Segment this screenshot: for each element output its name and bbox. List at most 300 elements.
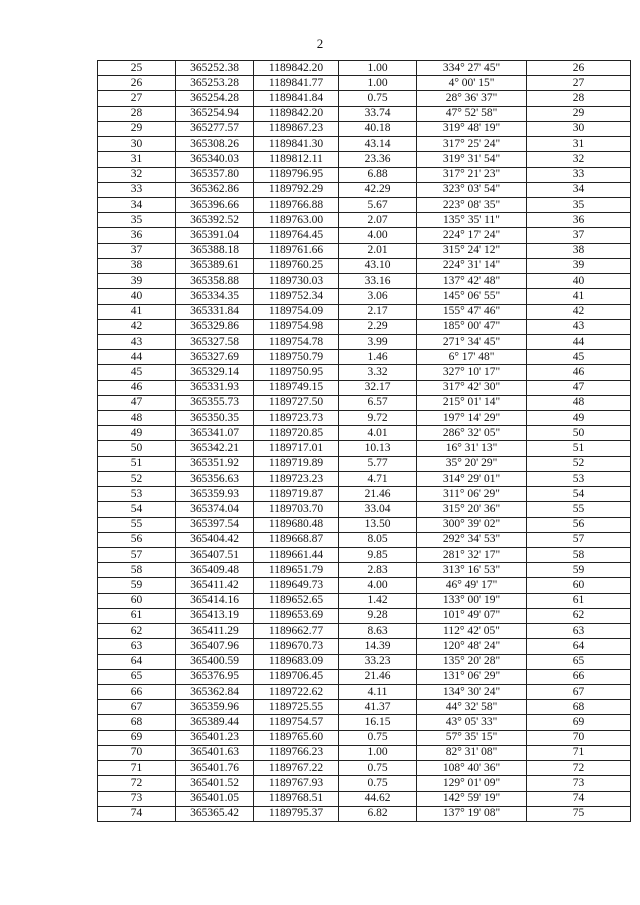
x-coordinate-cell: 365389.61 [176,258,254,273]
distance-cell: 2.83 [339,563,417,578]
bearing-cell: 292° 34' 53" [417,532,527,547]
bearing-cell: 82° 31' 08" [417,745,527,760]
x-coordinate-cell: 365357.80 [176,167,254,182]
point-number-cell: 74 [98,806,176,821]
next-point-cell: 74 [527,791,631,806]
bearing-cell: 35° 20' 29" [417,456,527,471]
y-coordinate-cell: 1189763.00 [254,213,339,228]
distance-cell: 0.75 [339,91,417,106]
distance-cell: 0.75 [339,730,417,745]
y-coordinate-cell: 1189754.09 [254,304,339,319]
point-number-cell: 60 [98,593,176,608]
next-point-cell: 35 [527,197,631,212]
x-coordinate-cell: 365396.66 [176,197,254,212]
table-row [98,350,631,365]
bearing-cell: 6° 17' 48" [417,350,527,365]
table-row [98,502,631,517]
next-point-cell: 73 [527,776,631,791]
bearing-cell: 314° 29' 01" [417,471,527,486]
next-point-cell: 61 [527,593,631,608]
x-coordinate-cell: 365253.28 [176,76,254,91]
point-number-cell: 26 [98,76,176,91]
distance-cell: 21.46 [339,669,417,684]
table-row [98,365,631,380]
bearing-cell: 108° 40' 36" [417,761,527,776]
y-coordinate-cell: 1189754.78 [254,334,339,349]
bearing-cell: 131° 06' 29" [417,669,527,684]
y-coordinate-cell: 1189723.73 [254,411,339,426]
next-point-cell: 45 [527,350,631,365]
bearing-cell: 134° 30' 24" [417,684,527,699]
table-row [98,730,631,745]
y-coordinate-cell: 1189652.65 [254,593,339,608]
x-coordinate-cell: 365404.42 [176,532,254,547]
y-coordinate-cell: 1189841.30 [254,137,339,152]
next-point-cell: 37 [527,228,631,243]
x-coordinate-cell: 365327.58 [176,334,254,349]
distance-cell: 1.42 [339,593,417,608]
next-point-cell: 42 [527,304,631,319]
point-number-cell: 37 [98,243,176,258]
point-number-cell: 44 [98,350,176,365]
distance-cell: 9.72 [339,411,417,426]
x-coordinate-cell: 365331.93 [176,380,254,395]
table-row [98,319,631,334]
distance-cell: 3.99 [339,334,417,349]
next-point-cell: 51 [527,441,631,456]
next-point-cell: 50 [527,426,631,441]
y-coordinate-cell: 1189651.79 [254,563,339,578]
bearing-cell: 224° 31' 14" [417,258,527,273]
distance-cell: 0.75 [339,776,417,791]
x-coordinate-cell: 365356.63 [176,471,254,486]
next-point-cell: 40 [527,274,631,289]
y-coordinate-cell: 1189730.03 [254,274,339,289]
table-row [98,654,631,669]
bearing-cell: 313° 16' 53" [417,563,527,578]
next-point-cell: 59 [527,563,631,578]
point-number-cell: 43 [98,334,176,349]
x-coordinate-cell: 365350.35 [176,411,254,426]
point-number-cell: 33 [98,182,176,197]
point-number-cell: 59 [98,578,176,593]
point-number-cell: 51 [98,456,176,471]
next-point-cell: 64 [527,639,631,654]
point-number-cell: 67 [98,700,176,715]
y-coordinate-cell: 1189723.23 [254,471,339,486]
x-coordinate-cell: 365376.95 [176,669,254,684]
x-coordinate-cell: 365362.86 [176,182,254,197]
next-point-cell: 33 [527,167,631,182]
x-coordinate-cell: 365362.84 [176,684,254,699]
point-number-cell: 68 [98,715,176,730]
bearing-cell: 319° 31' 54" [417,152,527,167]
point-number-cell: 55 [98,517,176,532]
bearing-cell: 317° 21' 23" [417,167,527,182]
distance-cell: 8.63 [339,624,417,639]
x-coordinate-cell: 365388.18 [176,243,254,258]
x-coordinate-cell: 365254.94 [176,106,254,121]
distance-cell: 42.29 [339,182,417,197]
bearing-cell: 317° 42' 30" [417,380,527,395]
distance-cell: 10.13 [339,441,417,456]
point-number-cell: 52 [98,471,176,486]
y-coordinate-cell: 1189727.50 [254,395,339,410]
x-coordinate-cell: 365411.29 [176,624,254,639]
table-row [98,517,631,532]
next-point-cell: 43 [527,319,631,334]
bearing-cell: 281° 32' 17" [417,548,527,563]
distance-cell: 13.50 [339,517,417,532]
next-point-cell: 31 [527,137,631,152]
distance-cell: 21.46 [339,487,417,502]
next-point-cell: 52 [527,456,631,471]
y-coordinate-cell: 1189767.22 [254,761,339,776]
y-coordinate-cell: 1189719.87 [254,487,339,502]
table-row [98,395,631,410]
y-coordinate-cell: 1189842.20 [254,106,339,121]
table-row [98,684,631,699]
next-point-cell: 39 [527,258,631,273]
point-number-cell: 47 [98,395,176,410]
table-row [98,806,631,821]
next-point-cell: 55 [527,502,631,517]
point-number-cell: 28 [98,106,176,121]
bearing-cell: 315° 20' 36" [417,502,527,517]
coordinates-table [97,60,631,822]
table-row [98,593,631,608]
y-coordinate-cell: 1189766.88 [254,197,339,212]
bearing-cell: 57° 35' 15" [417,730,527,745]
table-row [98,563,631,578]
y-coordinate-cell: 1189766.23 [254,745,339,760]
point-number-cell: 46 [98,380,176,395]
distance-cell: 33.74 [339,106,417,121]
table-row [98,106,631,121]
distance-cell: 43.10 [339,258,417,273]
x-coordinate-cell: 365334.35 [176,289,254,304]
y-coordinate-cell: 1189765.60 [254,730,339,745]
bearing-cell: 28° 36' 37" [417,91,527,106]
point-number-cell: 54 [98,502,176,517]
bearing-cell: 311° 06' 29" [417,487,527,502]
next-point-cell: 65 [527,654,631,669]
table-row [98,334,631,349]
distance-cell: 0.75 [339,761,417,776]
table-row [98,426,631,441]
point-number-cell: 36 [98,228,176,243]
y-coordinate-cell: 1189761.66 [254,243,339,258]
point-number-cell: 50 [98,441,176,456]
distance-cell: 3.06 [339,289,417,304]
bearing-cell: 271° 34' 45" [417,334,527,349]
next-point-cell: 32 [527,152,631,167]
next-point-cell: 68 [527,700,631,715]
x-coordinate-cell: 365252.38 [176,61,254,76]
x-coordinate-cell: 365359.96 [176,700,254,715]
x-coordinate-cell: 365397.54 [176,517,254,532]
point-number-cell: 64 [98,654,176,669]
distance-cell: 4.11 [339,684,417,699]
table-row [98,532,631,547]
bearing-cell: 135° 35' 11" [417,213,527,228]
page-number: 2 [316,36,324,51]
x-coordinate-cell: 365351.92 [176,456,254,471]
next-point-cell: 28 [527,91,631,106]
point-number-cell: 58 [98,563,176,578]
bearing-cell: 323° 03' 54" [417,182,527,197]
x-coordinate-cell: 365400.59 [176,654,254,669]
bearing-cell: 317° 25' 24" [417,137,527,152]
table-row [98,91,631,106]
y-coordinate-cell: 1189683.09 [254,654,339,669]
y-coordinate-cell: 1189720.85 [254,426,339,441]
bearing-cell: 327° 10' 17" [417,365,527,380]
distance-cell: 1.00 [339,61,417,76]
y-coordinate-cell: 1189754.57 [254,715,339,730]
next-point-cell: 62 [527,608,631,623]
distance-cell: 9.85 [339,548,417,563]
next-point-cell: 30 [527,121,631,136]
distance-cell: 33.04 [339,502,417,517]
bearing-cell: 135° 20' 28" [417,654,527,669]
point-number-cell: 48 [98,411,176,426]
table-row [98,228,631,243]
table-row [98,213,631,228]
table-row [98,456,631,471]
table-row [98,776,631,791]
bearing-cell: 145° 06' 55" [417,289,527,304]
point-number-cell: 40 [98,289,176,304]
x-coordinate-cell: 365342.21 [176,441,254,456]
x-coordinate-cell: 365331.84 [176,304,254,319]
table-row [98,289,631,304]
x-coordinate-cell: 365407.96 [176,639,254,654]
point-number-cell: 42 [98,319,176,334]
table-row [98,761,631,776]
table-row [98,182,631,197]
x-coordinate-cell: 365407.51 [176,548,254,563]
bearing-cell: 185° 00' 47" [417,319,527,334]
point-number-cell: 57 [98,548,176,563]
point-number-cell: 71 [98,761,176,776]
y-coordinate-cell: 1189719.89 [254,456,339,471]
y-coordinate-cell: 1189662.77 [254,624,339,639]
next-point-cell: 53 [527,471,631,486]
point-number-cell: 35 [98,213,176,228]
x-coordinate-cell: 365308.26 [176,137,254,152]
y-coordinate-cell: 1189661.44 [254,548,339,563]
point-number-cell: 34 [98,197,176,212]
x-coordinate-cell: 365389.44 [176,715,254,730]
distance-cell: 33.16 [339,274,417,289]
distance-cell: 4.71 [339,471,417,486]
bearing-cell: 137° 42' 48" [417,274,527,289]
distance-cell: 33.23 [339,654,417,669]
distance-cell: 2.07 [339,213,417,228]
point-number-cell: 25 [98,61,176,76]
y-coordinate-cell: 1189706.45 [254,669,339,684]
x-coordinate-cell: 365329.14 [176,365,254,380]
next-point-cell: 44 [527,334,631,349]
distance-cell: 1.46 [339,350,417,365]
bearing-cell: 155° 47' 46" [417,304,527,319]
table-row [98,441,631,456]
x-coordinate-cell: 365358.88 [176,274,254,289]
y-coordinate-cell: 1189767.93 [254,776,339,791]
x-coordinate-cell: 365392.52 [176,213,254,228]
x-coordinate-cell: 365413.19 [176,608,254,623]
y-coordinate-cell: 1189764.45 [254,228,339,243]
x-coordinate-cell: 365401.76 [176,761,254,776]
table-row [98,411,631,426]
next-point-cell: 49 [527,411,631,426]
table-row [98,700,631,715]
next-point-cell: 69 [527,715,631,730]
table-row [98,487,631,502]
point-number-cell: 45 [98,365,176,380]
next-point-cell: 29 [527,106,631,121]
y-coordinate-cell: 1189749.15 [254,380,339,395]
bearing-cell: 197° 14' 29" [417,411,527,426]
bearing-cell: 300° 39' 02" [417,517,527,532]
next-point-cell: 57 [527,532,631,547]
x-coordinate-cell: 365409.48 [176,563,254,578]
distance-cell: 43.14 [339,137,417,152]
table-row [98,669,631,684]
next-point-cell: 26 [527,61,631,76]
next-point-cell: 66 [527,669,631,684]
bearing-cell: 16° 31' 13" [417,441,527,456]
point-number-cell: 49 [98,426,176,441]
next-point-cell: 36 [527,213,631,228]
y-coordinate-cell: 1189796.95 [254,167,339,182]
x-coordinate-cell: 365374.04 [176,502,254,517]
y-coordinate-cell: 1189795.37 [254,806,339,821]
x-coordinate-cell: 365341.07 [176,426,254,441]
point-number-cell: 62 [98,624,176,639]
table-row [98,137,631,152]
y-coordinate-cell: 1189653.69 [254,608,339,623]
y-coordinate-cell: 1189725.55 [254,700,339,715]
table-row [98,624,631,639]
table-row [98,548,631,563]
coordinates-table-body [98,61,631,822]
next-point-cell: 70 [527,730,631,745]
point-number-cell: 32 [98,167,176,182]
bearing-cell: 46° 49' 17" [417,578,527,593]
x-coordinate-cell: 365340.03 [176,152,254,167]
y-coordinate-cell: 1189768.51 [254,791,339,806]
next-point-cell: 47 [527,380,631,395]
point-number-cell: 69 [98,730,176,745]
point-number-cell: 39 [98,274,176,289]
bearing-cell: 101° 49' 07" [417,608,527,623]
table-row [98,258,631,273]
bearing-cell: 112° 42' 05" [417,624,527,639]
next-point-cell: 63 [527,624,631,639]
distance-cell: 1.00 [339,76,417,91]
table-row [98,715,631,730]
y-coordinate-cell: 1189792.29 [254,182,339,197]
bearing-cell: 44° 32' 58" [417,700,527,715]
distance-cell: 14.39 [339,639,417,654]
distance-cell: 9.28 [339,608,417,623]
bearing-cell: 223° 08' 35" [417,197,527,212]
distance-cell: 41.37 [339,700,417,715]
bearing-cell: 43° 05' 33" [417,715,527,730]
point-number-cell: 31 [98,152,176,167]
point-number-cell: 73 [98,791,176,806]
y-coordinate-cell: 1189649.73 [254,578,339,593]
distance-cell: 6.82 [339,806,417,821]
x-coordinate-cell: 365401.63 [176,745,254,760]
point-number-cell: 66 [98,684,176,699]
distance-cell: 6.57 [339,395,417,410]
distance-cell: 5.77 [339,456,417,471]
distance-cell: 6.88 [339,167,417,182]
bearing-cell: 224° 17' 24" [417,228,527,243]
point-number-cell: 38 [98,258,176,273]
table-row [98,197,631,212]
y-coordinate-cell: 1189670.73 [254,639,339,654]
y-coordinate-cell: 1189842.20 [254,61,339,76]
distance-cell: 23.36 [339,152,417,167]
next-point-cell: 71 [527,745,631,760]
y-coordinate-cell: 1189750.79 [254,350,339,365]
x-coordinate-cell: 365401.52 [176,776,254,791]
y-coordinate-cell: 1189867.23 [254,121,339,136]
y-coordinate-cell: 1189841.84 [254,91,339,106]
distance-cell: 32.17 [339,380,417,395]
next-point-cell: 27 [527,76,631,91]
distance-cell: 4.00 [339,578,417,593]
point-number-cell: 29 [98,121,176,136]
bearing-cell: 315° 24' 12" [417,243,527,258]
table-row [98,608,631,623]
distance-cell: 8.05 [339,532,417,547]
next-point-cell: 60 [527,578,631,593]
y-coordinate-cell: 1189703.70 [254,502,339,517]
bearing-cell: 137° 19' 08" [417,806,527,821]
x-coordinate-cell: 365414.16 [176,593,254,608]
next-point-cell: 54 [527,487,631,502]
x-coordinate-cell: 365329.86 [176,319,254,334]
table-row [98,167,631,182]
x-coordinate-cell: 365411.42 [176,578,254,593]
table-row [98,471,631,486]
point-number-cell: 63 [98,639,176,654]
point-number-cell: 56 [98,532,176,547]
next-point-cell: 72 [527,761,631,776]
x-coordinate-cell: 365359.93 [176,487,254,502]
distance-cell: 2.29 [339,319,417,334]
point-number-cell: 53 [98,487,176,502]
table-row [98,243,631,258]
point-number-cell: 61 [98,608,176,623]
next-point-cell: 58 [527,548,631,563]
y-coordinate-cell: 1189750.95 [254,365,339,380]
distance-cell: 1.00 [339,745,417,760]
point-number-cell: 27 [98,91,176,106]
distance-cell: 40.18 [339,121,417,136]
table-row [98,152,631,167]
y-coordinate-cell: 1189812.11 [254,152,339,167]
bearing-cell: 334° 27' 45" [417,61,527,76]
point-number-cell: 70 [98,745,176,760]
bearing-cell: 129° 01' 09" [417,776,527,791]
distance-cell: 5.67 [339,197,417,212]
